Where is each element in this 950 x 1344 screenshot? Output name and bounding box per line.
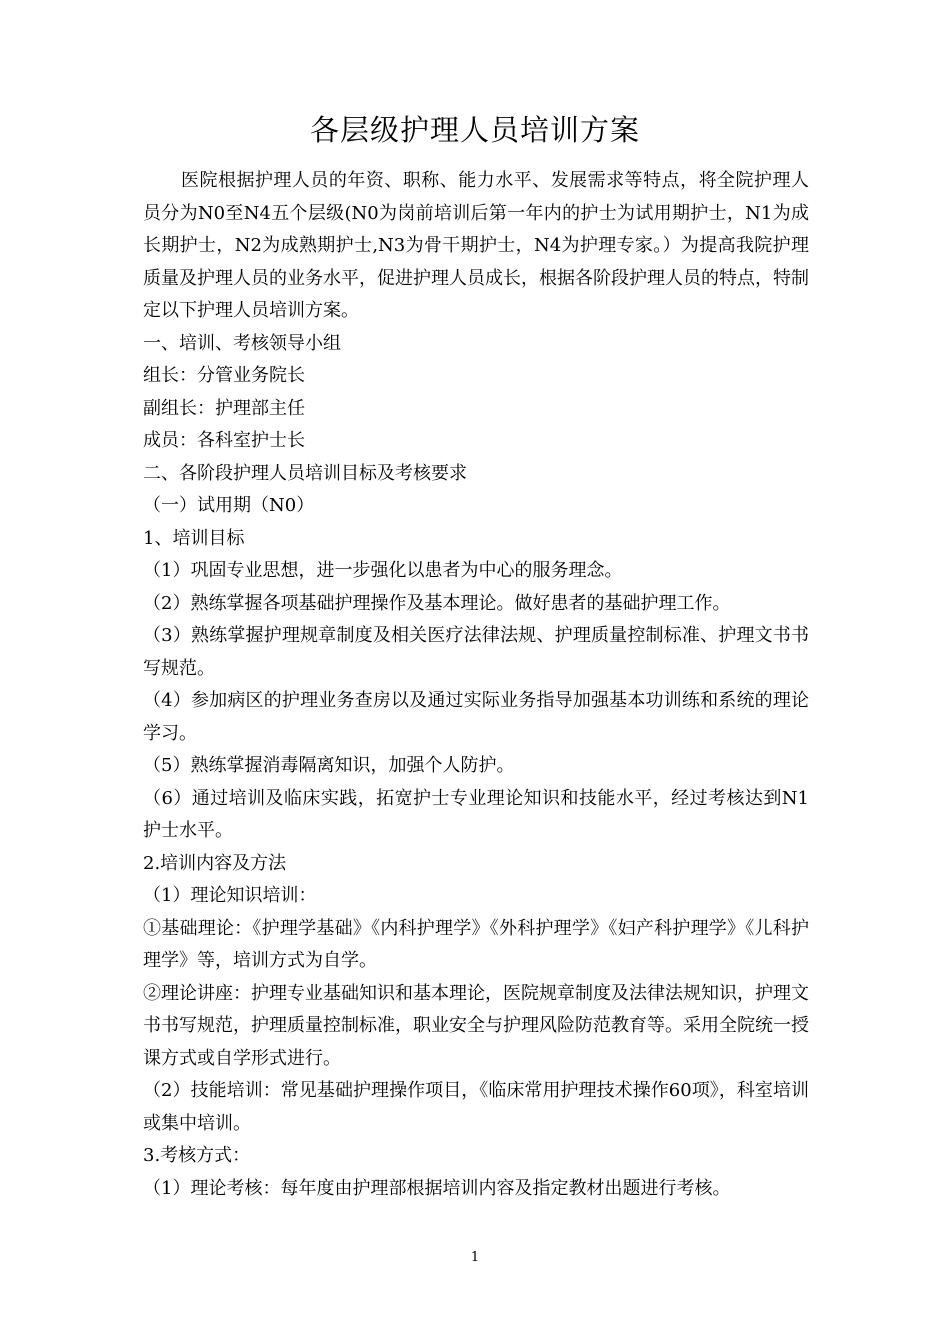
leader-line: 组长：分管业务院长 <box>143 365 305 386</box>
goal-item-3: （3）熟练掌握护理规章制度及相关医疗法律法规、护理质量控制标准、护理文书书写规范。 <box>143 625 809 679</box>
item-heading-assessment: 3.考核方式： <box>143 1145 251 1166</box>
content-theory-heading: （1）理论知识培训： <box>143 885 317 906</box>
document-body <box>143 165 809 1205</box>
goal-item-5: （5）熟练掌握消毒隔离知识，加强个人防护。 <box>143 755 515 776</box>
assessment-theory: （1）理论考核：每年度由护理部根据培训内容及指定教材出题进行考核。 <box>143 1177 731 1199</box>
content-basic-theory: ①基础理论：《护理学基础》《内科护理学》《外科护理学》《妇产科护理学》《儿科护理学》等，培训方式为自学。 <box>143 917 809 971</box>
content-theory-lectures: ②理论讲座：护理专业基础知识和基本理论，医院规章制度及法律法规知识，护理文书书写规范，护理质量控制标准，职业安全与护理风险防范教育等。采用全院统一授课方式或自学形式进行。 <box>143 982 809 1069</box>
intro-paragraph: 医院根据护理人员的年资、职称、能力水平、发展需求等特点，将全院护理人员分为N0至N4五个层级(N0为岗前培训后第一年内的护士为试用期护士，N1为成长期护士，N2为成熟期护士,N3为骨干期护士，N4为护理专家。）为提高我院护理质量及护理人员的业务水平，促进护理人员成长，根据各阶段护理人员的特点，特制定以下护理人员培训方案。 <box>143 170 809 321</box>
members-line: 成员：各科室护士长 <box>143 430 305 451</box>
document-title: 各层级护理人员培训方案 <box>309 113 640 147</box>
deputy-leader-line: 副组长：护理部主任 <box>143 397 305 419</box>
goal-item-2: （2）熟练掌握各项基础护理操作及基本理论。做好患者的基础护理工作。 <box>143 592 731 614</box>
subsection-heading-probation: （一）试用期（N0） <box>143 495 315 516</box>
item-heading-training-goal: 1、培训目标 <box>143 527 245 549</box>
goal-item-4: （4）参加病区的护理业务查房以及通过实际业务指导加强基本功训练和系统的理论学习。 <box>143 690 809 744</box>
goal-item-6: （6）通过培训及临床实践，拓宽护士专业理论知识和技能水平，经过考核达到N1护士水平。 <box>143 787 809 841</box>
section-heading-training-goals: 二、各阶段护理人员培训目标及考核要求 <box>143 462 467 484</box>
page-number: 1 <box>470 1250 480 1265</box>
goal-item-1: （1）巩固专业思想，进一步强化以患者为中心的服务理念。 <box>143 560 623 581</box>
item-heading-training-content: 2.培训内容及方法 <box>143 852 287 874</box>
content-skills-training: （2）技能培训：常见基础护理操作项目，《临床常用护理技术操作60项》，科室培训或集中培训。 <box>143 1080 809 1134</box>
section-heading-leadership-group: 一、培训、考核领导小组 <box>143 332 341 354</box>
